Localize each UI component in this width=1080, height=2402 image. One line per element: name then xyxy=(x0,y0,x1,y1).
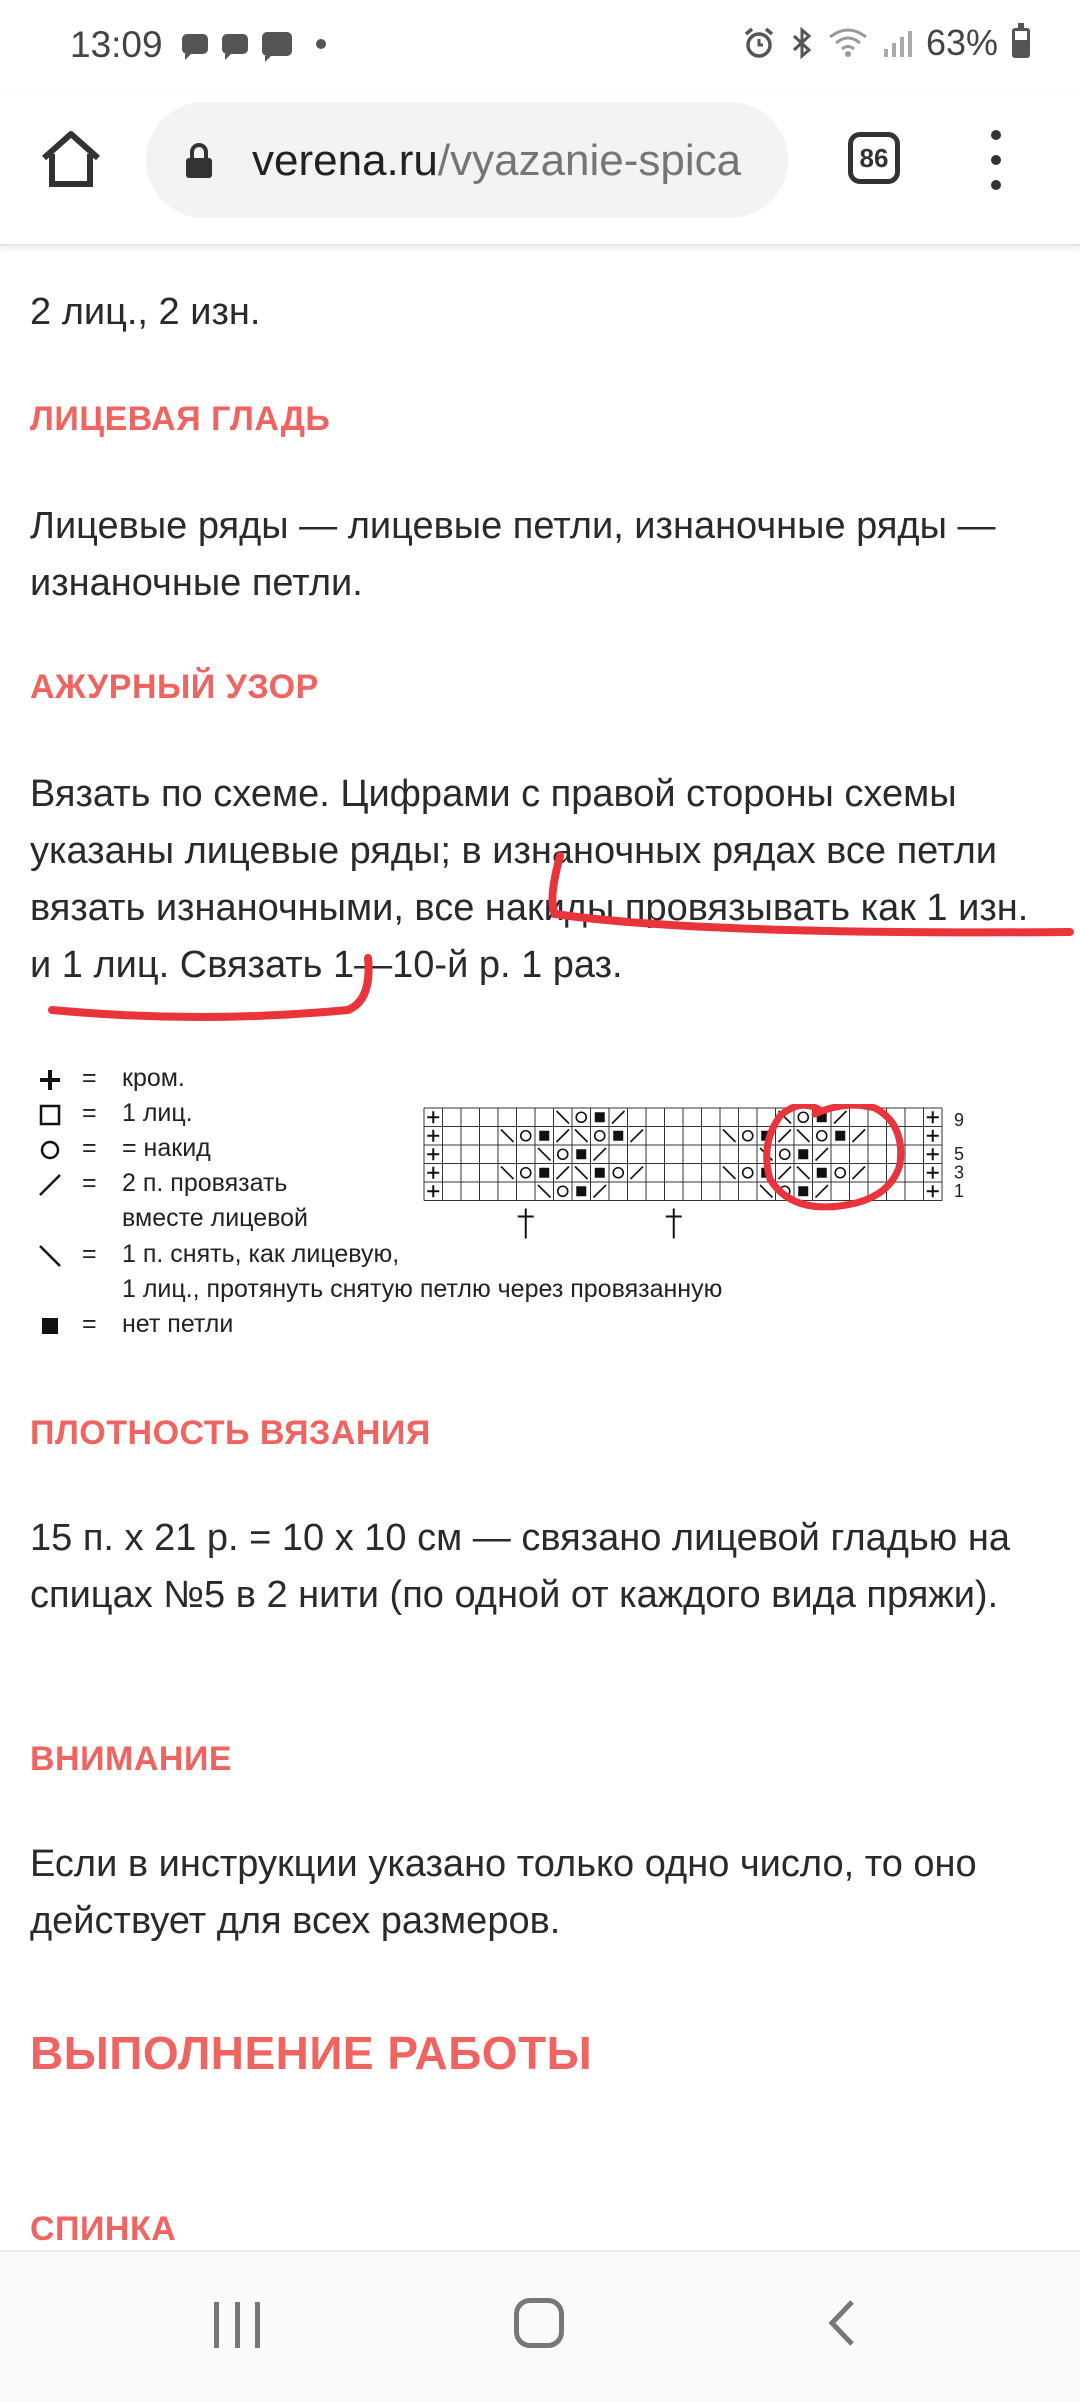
filled-square-icon xyxy=(38,1314,62,1338)
chart-k2tog xyxy=(631,1167,644,1180)
chart-no-stitch xyxy=(817,1168,827,1178)
chart-yarn-over xyxy=(743,1168,753,1178)
chart-k2tog xyxy=(612,1111,625,1124)
chart-k2tog xyxy=(594,1185,607,1198)
underline-annotation xyxy=(0,0,1080,1100)
legend-label: вместе лицевой xyxy=(122,1204,308,1232)
chart-yarn-over xyxy=(780,1149,790,1159)
chart-no-stitch xyxy=(576,1186,586,1196)
chart-edge-stitch xyxy=(427,1111,439,1123)
chart-skp xyxy=(538,1185,551,1198)
chart-yarn-over xyxy=(521,1131,531,1141)
chart-yarn-over xyxy=(835,1168,845,1178)
chart-k2tog xyxy=(853,1130,866,1143)
legend-eq: = xyxy=(82,1240,97,1268)
chart-yarn-over xyxy=(576,1112,586,1122)
plus-icon xyxy=(38,1068,62,1092)
chart-row-label: 3 xyxy=(954,1162,965,1183)
chart-k2tog xyxy=(853,1167,866,1180)
chart-skp xyxy=(723,1167,736,1180)
chart-row-label: 5 xyxy=(954,1144,965,1165)
legend-eq: = xyxy=(82,1064,97,1092)
chart-edge-stitch xyxy=(427,1148,439,1160)
url-domain: verena.ru xyxy=(252,136,438,185)
legend-label: 1 лиц. xyxy=(122,1099,193,1127)
chart-edge-stitch xyxy=(427,1185,439,1197)
chart-edge-stitch xyxy=(927,1148,939,1160)
gauge-text: 15 п. х 21 р. = 10 х 10 см — связано лицевой гладью на спицах №5 в 2 нити (по одной от каждого вида пряжи). xyxy=(30,1517,1010,1616)
work-heading: ВЫПОЛНЕНИЕ РАБОТЫ xyxy=(30,2027,593,2079)
attention-text: Если в инструкции указано только одно число, то оно действует для всех размеров. xyxy=(30,1843,977,1942)
url-path: /vyazanie-spica xyxy=(437,136,742,185)
back-heading: СПИНКА xyxy=(30,2210,177,2248)
knitting-chart xyxy=(420,1104,1060,1254)
legend-label: кром. xyxy=(122,1064,185,1092)
chart-no-stitch xyxy=(539,1168,549,1178)
tab-switcher-button[interactable]: 86 xyxy=(848,132,900,184)
chart-k2tog xyxy=(834,1111,847,1124)
chart-repeat-marker xyxy=(518,1209,534,1239)
chart-skp xyxy=(760,1185,773,1198)
chart-k2tog xyxy=(594,1148,607,1161)
chart-row-label: 1 xyxy=(954,1181,965,1202)
legend-label: = накид xyxy=(122,1134,211,1162)
lace-text: Вязать по схеме. Цифрами с правой стороны схемы указаны лицевые ряды; в изнаночных рядах все петли вязать изнаночными, все накиды провязывать как 1 изн. и 1 лиц. Связать 1—10-й р. 1 раз. xyxy=(30,773,1029,986)
home-nav-icon[interactable] xyxy=(514,2298,564,2348)
chart-yarn-over xyxy=(558,1186,568,1196)
chart-edge-stitch xyxy=(427,1167,439,1179)
chart-yarn-over xyxy=(817,1131,827,1141)
legend-eq: = xyxy=(82,1310,97,1338)
gauge-heading: ПЛОТНОСТЬ ВЯЗАНИЯ xyxy=(30,1414,431,1452)
attention-heading: ВНИМАНИЕ xyxy=(30,1740,233,1778)
legend-eq: = xyxy=(82,1134,97,1162)
chart-edge-stitch xyxy=(927,1130,939,1142)
chart-yarn-over xyxy=(613,1168,623,1178)
chart-edge-stitch xyxy=(927,1111,939,1123)
lace-heading: АЖУРНЫЙ УЗОР xyxy=(30,668,319,706)
chart-yarn-over xyxy=(521,1168,531,1178)
chart-skp xyxy=(538,1148,551,1161)
status-time: 13:09 xyxy=(70,24,163,65)
backslash-icon xyxy=(38,1244,62,1268)
chart-repeat-marker xyxy=(666,1209,682,1239)
chart-yarn-over xyxy=(558,1149,568,1159)
legend-label: 1 лиц., протянуть снятую петлю через провязанную xyxy=(122,1275,723,1303)
chart-skp xyxy=(797,1167,810,1180)
chart-no-stitch xyxy=(595,1112,605,1122)
chart-skp xyxy=(575,1167,588,1180)
legend-eq: = xyxy=(82,1099,97,1127)
chart-yarn-over xyxy=(798,1112,808,1122)
chart-skp xyxy=(797,1130,810,1143)
recent-apps-icon[interactable] xyxy=(214,2302,260,2348)
chart-k2tog xyxy=(816,1148,829,1161)
chart-yarn-over xyxy=(743,1131,753,1141)
chart-no-stitch xyxy=(595,1168,605,1178)
chart-no-stitch xyxy=(835,1131,845,1141)
chart-no-stitch xyxy=(798,1149,808,1159)
rib-text: 2 лиц., 2 изн. xyxy=(30,291,261,333)
legend-label: 1 п. снять, как лицевую, xyxy=(122,1240,400,1268)
chart-no-stitch xyxy=(613,1131,623,1141)
chart-k2tog xyxy=(779,1130,792,1143)
stockinette-text: Лицевые ряды — лицевые петли, изнаночные ряды — изнаночные петли. xyxy=(30,505,996,604)
chart-edge-stitch xyxy=(927,1167,939,1179)
chart-skp xyxy=(501,1167,514,1180)
chart-skp xyxy=(723,1130,736,1143)
legend-eq: = xyxy=(82,1169,97,1197)
system-nav-bar xyxy=(0,2250,1080,2402)
back-icon[interactable] xyxy=(822,2298,862,2348)
chart-no-stitch xyxy=(576,1149,586,1159)
stockinette-heading: ЛИЦЕВАЯ ГЛАДЬ xyxy=(30,400,331,438)
slash-icon xyxy=(38,1173,62,1197)
chart-k2tog xyxy=(779,1167,792,1180)
square-icon xyxy=(38,1103,62,1127)
chart-yarn-over xyxy=(595,1131,605,1141)
chart-k2tog xyxy=(557,1130,570,1143)
battery-percent: 63% xyxy=(925,22,998,63)
chart-k2tog xyxy=(631,1130,644,1143)
chart-row-label: 9 xyxy=(954,1109,965,1130)
circle-icon xyxy=(38,1138,62,1162)
legend-label: нет петли xyxy=(122,1310,234,1338)
legend-label: 2 п. провязать xyxy=(122,1169,288,1197)
chart-skp xyxy=(575,1130,588,1143)
chart-edge-stitch xyxy=(427,1130,439,1142)
chart-edge-stitch xyxy=(927,1185,939,1197)
chart-skp xyxy=(501,1130,514,1143)
chart-skp xyxy=(557,1111,570,1124)
chart-k2tog xyxy=(816,1185,829,1198)
chart-no-stitch xyxy=(539,1131,549,1141)
chart-k2tog xyxy=(557,1167,570,1180)
chart-no-stitch xyxy=(798,1186,808,1196)
